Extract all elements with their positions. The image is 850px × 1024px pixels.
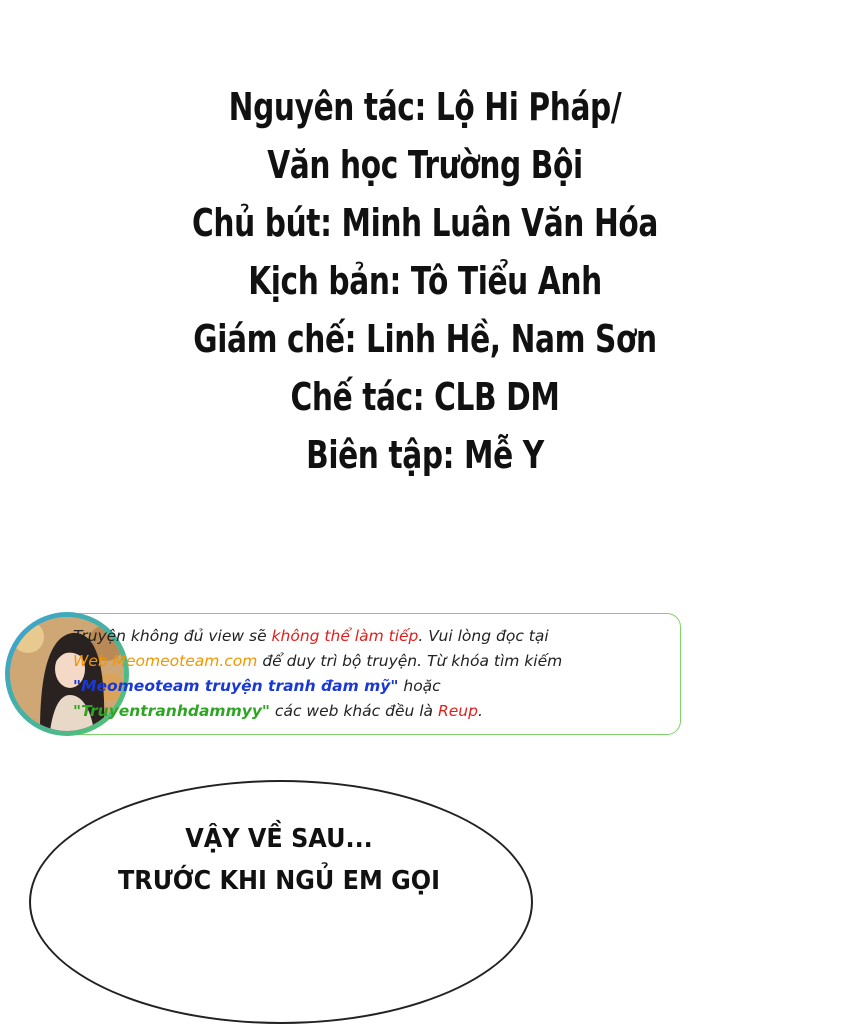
speech-line-2: TRƯỚC KHI NGỦ EM GỌI xyxy=(117,866,441,896)
notice-text-segment: Truyện không đủ view sẽ xyxy=(73,627,272,645)
speech-bubble xyxy=(29,780,533,1024)
credit-production: Chế tác: CLB DM xyxy=(290,375,560,419)
notice-text-segment: . Vui lòng đọc tại xyxy=(418,627,549,645)
notice-reup-text: Reup xyxy=(437,702,478,720)
notice-text-segment: . xyxy=(477,702,483,720)
credit-original-work: Nguyên tác: Lộ Hi Pháp/ xyxy=(228,85,622,129)
notice-website-link[interactable]: Web Meomeoteam.com xyxy=(73,652,258,670)
notice-text-segment: hoặc xyxy=(398,677,441,695)
credit-supervisor: Giám chế: Linh Hề, Nam Sơn xyxy=(193,317,657,361)
notice-keyword-1: "Meomeoteam truyện tranh đam mỹ" xyxy=(73,677,399,695)
notice-line-2 xyxy=(73,649,633,674)
credit-publisher: Văn học Trường Bội xyxy=(267,143,583,187)
notice-text-segment: để duy trì bộ truyện. Từ khóa tìm kiếm xyxy=(257,652,563,670)
credit-script: Kịch bản: Tô Tiểu Anh xyxy=(248,259,602,303)
notice-text xyxy=(73,624,633,724)
notice-line-3 xyxy=(73,674,633,699)
speech-line-1: VẬY VỀ SAU... xyxy=(185,824,373,854)
notice-keyword-2: "Truyentranhdammyy" xyxy=(73,702,270,720)
credit-editor: Biên tập: Mễ Y xyxy=(306,433,544,477)
notice-line-1 xyxy=(73,624,633,649)
notice-warning-text: không thể làm tiếp xyxy=(271,627,419,645)
notice-banner xyxy=(5,612,681,736)
speech-bubble-text xyxy=(29,818,529,902)
notice-line-4 xyxy=(73,699,633,724)
notice-text-segment: các web khác đều là xyxy=(270,702,438,720)
credits-block xyxy=(0,78,850,484)
credit-chief-writer: Chủ bút: Minh Luân Văn Hóa xyxy=(192,201,658,245)
